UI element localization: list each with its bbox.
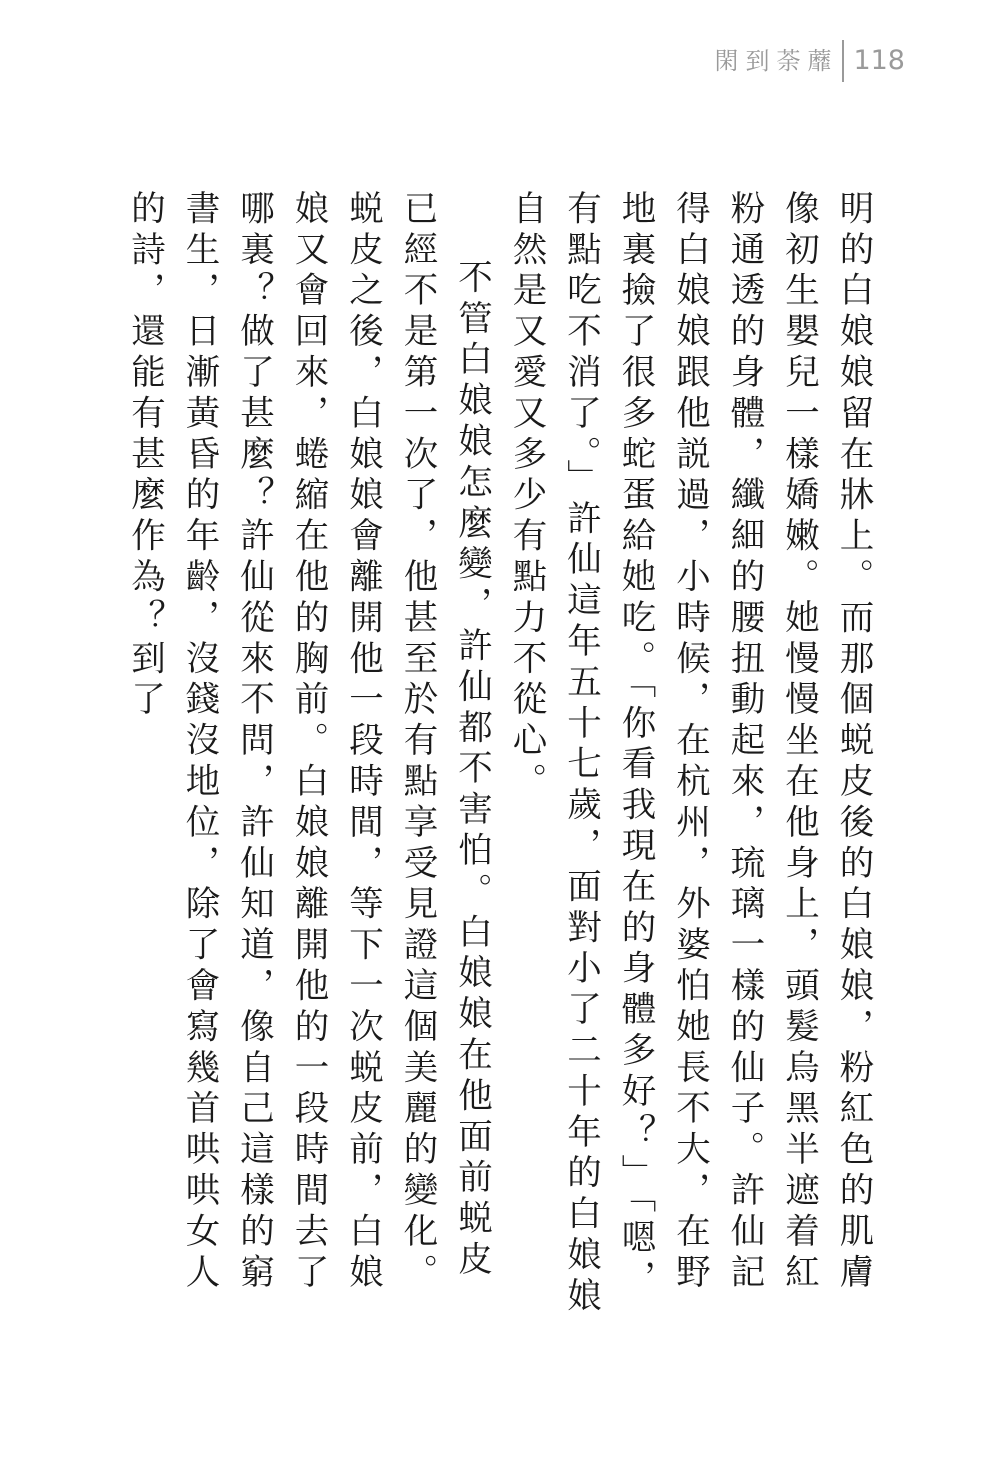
body-text	[117, 190, 880, 1320]
page-header	[714, 38, 905, 84]
page-number: 118	[853, 45, 905, 76]
book-title: 閑到荼蘼	[714, 47, 839, 75]
paragraph: 明的白娘娘留在牀上。而那個蜕皮後的白娘娘，粉紅色的肌膚像初生嬰兒一樣嬌嫩。她慢慢坐在他身上，頭髮烏黑半遮着紅粉通透的身體，纖細的腰扭動起來，琉璃一樣的仙子。許仙記得白娘娘跟他説過，小時候，在杭州，外婆怕她長不大，在野地裏撿了很多蛇蛋給她吃。「你看我現在的身體多好？」「嗯，有點吃不消了。」許仙這年五十七歲，面對小了二十年的白娘娘自然是又愛又多少有點力不從心。	[506, 190, 873, 1318]
header-divider	[842, 40, 844, 82]
paragraph: 不管白娘娘怎麼變，許仙都不害怕。白娘娘在他面前蜕皮已經不是第一次了，他甚至於有點享受見證這個美麗的變化。蜕皮之後，白娘娘會離開他一段時間，等下一次蜕皮前，白娘娘又會回來，蜷縮在他的胸前。白娘娘離開他的一段時間去了哪裏？做了甚麼？許仙從來不問，許仙知道，像自己這樣的窮書生，日漸黃昏的年齡，沒錢沒地位，除了會寫幾首哄哄女人的詩，還能有甚麼作為？到了	[124, 190, 492, 1295]
